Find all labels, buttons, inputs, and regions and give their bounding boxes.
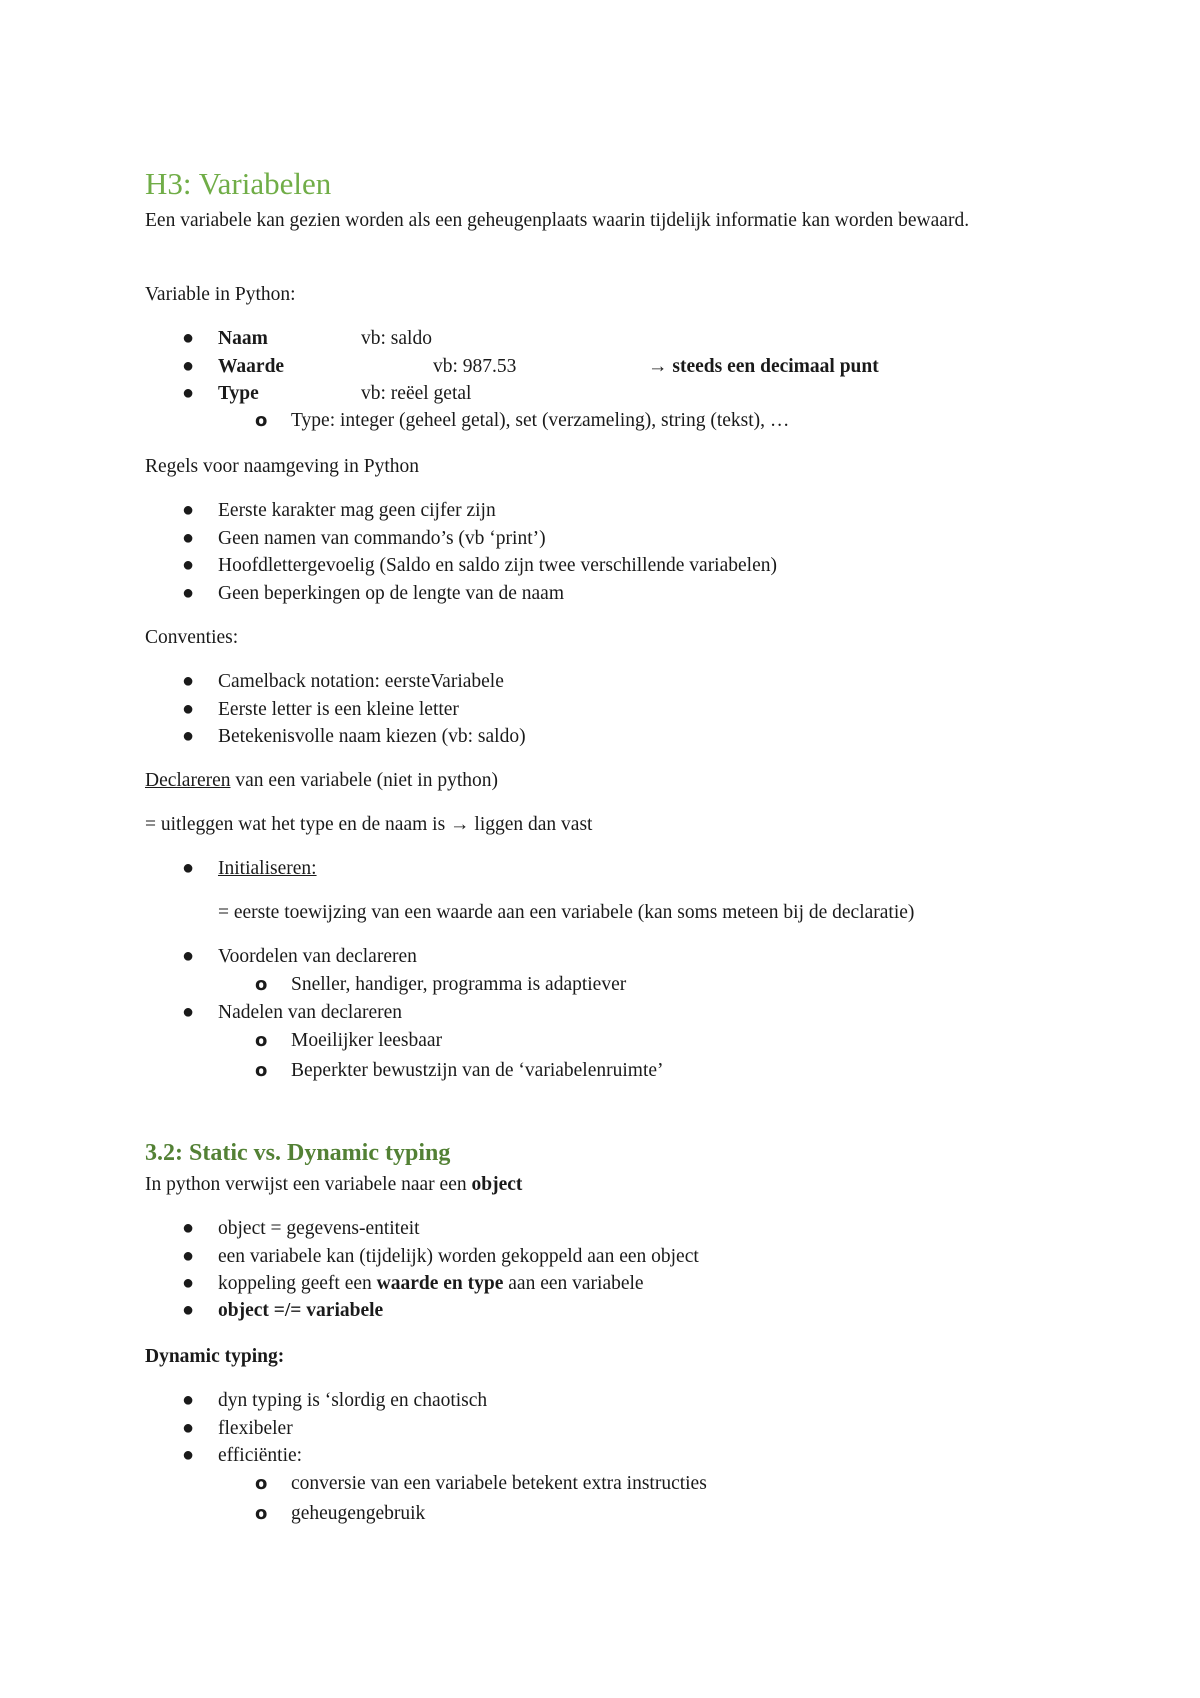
list-item: ● Eerste karakter mag geen cijfer zijn [182, 499, 496, 521]
list-item: ● Camelback notation: eersteVariabele [182, 670, 504, 692]
chapter-heading: H3: Variabelen [145, 166, 332, 201]
term: Type [218, 383, 259, 404]
intro-paragraph: Een variabele kan gezien worden als een geheugenplaats waarin tijdelijk informatie kan worden bewaard. [145, 210, 970, 231]
list-item: ● object =/= variabele [182, 1299, 384, 1321]
dynamic-typing-label: Dynamic typing: [145, 1346, 285, 1367]
list-item: ● dyn typing is ‘slordig en chaotisch [182, 1389, 488, 1411]
bullet-icon: ● [182, 857, 195, 879]
list-item-waarde [182, 354, 879, 380]
sub-item: o conversie van een variabele betekent extra instructies [291, 1471, 707, 1497]
sub-bullet-icon: o [255, 410, 268, 431]
list-item: ● koppeling geeft een waarde en type aan een variabele [182, 1272, 644, 1294]
bullet-icon: ● [182, 1001, 195, 1023]
list-item: ● Betekenisvolle naam kiezen (vb: saldo) [182, 725, 526, 747]
arrow-icon: → [648, 356, 668, 377]
sub-bullet-icon: o [255, 1060, 268, 1081]
conventions-label: Conventies: [145, 627, 239, 648]
object-intro: In python verwijst een variabele naar een object [145, 1174, 523, 1195]
bullet-icon: ● [182, 1299, 195, 1321]
sub-item: o Moeilijker leesbaar [291, 1028, 442, 1054]
sub-bullet-icon: o [255, 1473, 268, 1494]
sub-item: o geheugengebruik [291, 1501, 425, 1527]
rules-label: Regels voor naamgeving in Python [145, 456, 420, 477]
list-item: ● Eerste letter is een kleine letter [182, 698, 459, 720]
list-item-nadelen: ● Nadelen van declareren [182, 1001, 403, 1023]
list-item: ● een variabele kan (tijdelijk) worden gekoppeld aan een object [182, 1245, 699, 1267]
sub-item: o Beperkter bewustzijn van de ‘variabelenruimte’ [291, 1058, 664, 1084]
bullet-icon: ● [182, 382, 195, 404]
sub-bullet-icon: o [255, 1503, 268, 1524]
sub-item-type: o Type: integer (geheel getal), set (verzameling), string (tekst), … [291, 408, 789, 434]
list-item-voordelen: ● Voordelen van declareren [182, 945, 417, 967]
bullet-icon: ● [182, 1217, 195, 1239]
term: Naam [218, 328, 268, 349]
bullet-icon: ● [182, 698, 195, 720]
variable-label: Variable in Python: [145, 284, 296, 305]
bullet-icon: ● [182, 1272, 195, 1294]
sub-item: o Sneller, handiger, programma is adaptiever [291, 972, 626, 998]
list-item: ● Hoofdlettergevoelig (Saldo en saldo zijn twee verschillende variabelen) [182, 554, 777, 576]
list-item: ● object = gegevens-entiteit [182, 1217, 420, 1239]
list-item: ● efficiëntie: [182, 1444, 303, 1466]
example: vb: reëel getal [361, 383, 472, 404]
note: → steeds een decimaal punt [648, 356, 879, 377]
bullet-icon: ● [182, 499, 195, 521]
bullet-icon: ● [182, 1417, 195, 1439]
bullet-icon: ● [182, 1389, 195, 1411]
bullet-icon: ● [182, 725, 195, 747]
bullet-icon: ● [182, 582, 195, 604]
bullet-icon: ● [182, 1444, 195, 1466]
list-item-initialiseren: ● Initialiseren: [182, 857, 317, 879]
list-item: ● Geen beperkingen op de lengte van de naam [182, 582, 564, 604]
example: vb: saldo [361, 328, 432, 349]
term: Waarde [218, 356, 285, 377]
list-item: ● Geen namen van commando’s (vb ‘print’) [182, 527, 546, 549]
bullet-icon: ● [182, 554, 195, 576]
section-heading: 3.2: Static vs. Dynamic typing [145, 1140, 451, 1166]
bullet-icon: ● [182, 670, 195, 692]
example: vb: 987.53 [433, 356, 517, 377]
bullet-icon: ● [182, 1245, 195, 1267]
list-item-naam [182, 326, 432, 352]
list-item: ● flexibeler [182, 1417, 293, 1439]
declare-line: Declareren van een variabele (niet in python) [145, 770, 498, 791]
bullet-icon: ● [182, 355, 195, 377]
bullet-icon: ● [182, 527, 195, 549]
list-item-type [182, 381, 472, 407]
sub-bullet-icon: o [255, 1030, 268, 1051]
bullet-icon: ● [182, 327, 195, 349]
bullet-icon: ● [182, 945, 195, 967]
declare-definition: = uitleggen wat het type en de naam is → liggen dan vast [145, 814, 593, 835]
sub-bullet-icon: o [255, 974, 268, 995]
declare-term: Declareren [145, 770, 231, 791]
arrow-icon: → [450, 814, 470, 835]
init-definition: = eerste toewijzing van een waarde aan een variabele (kan soms meteen bij de declaratie) [218, 902, 915, 923]
